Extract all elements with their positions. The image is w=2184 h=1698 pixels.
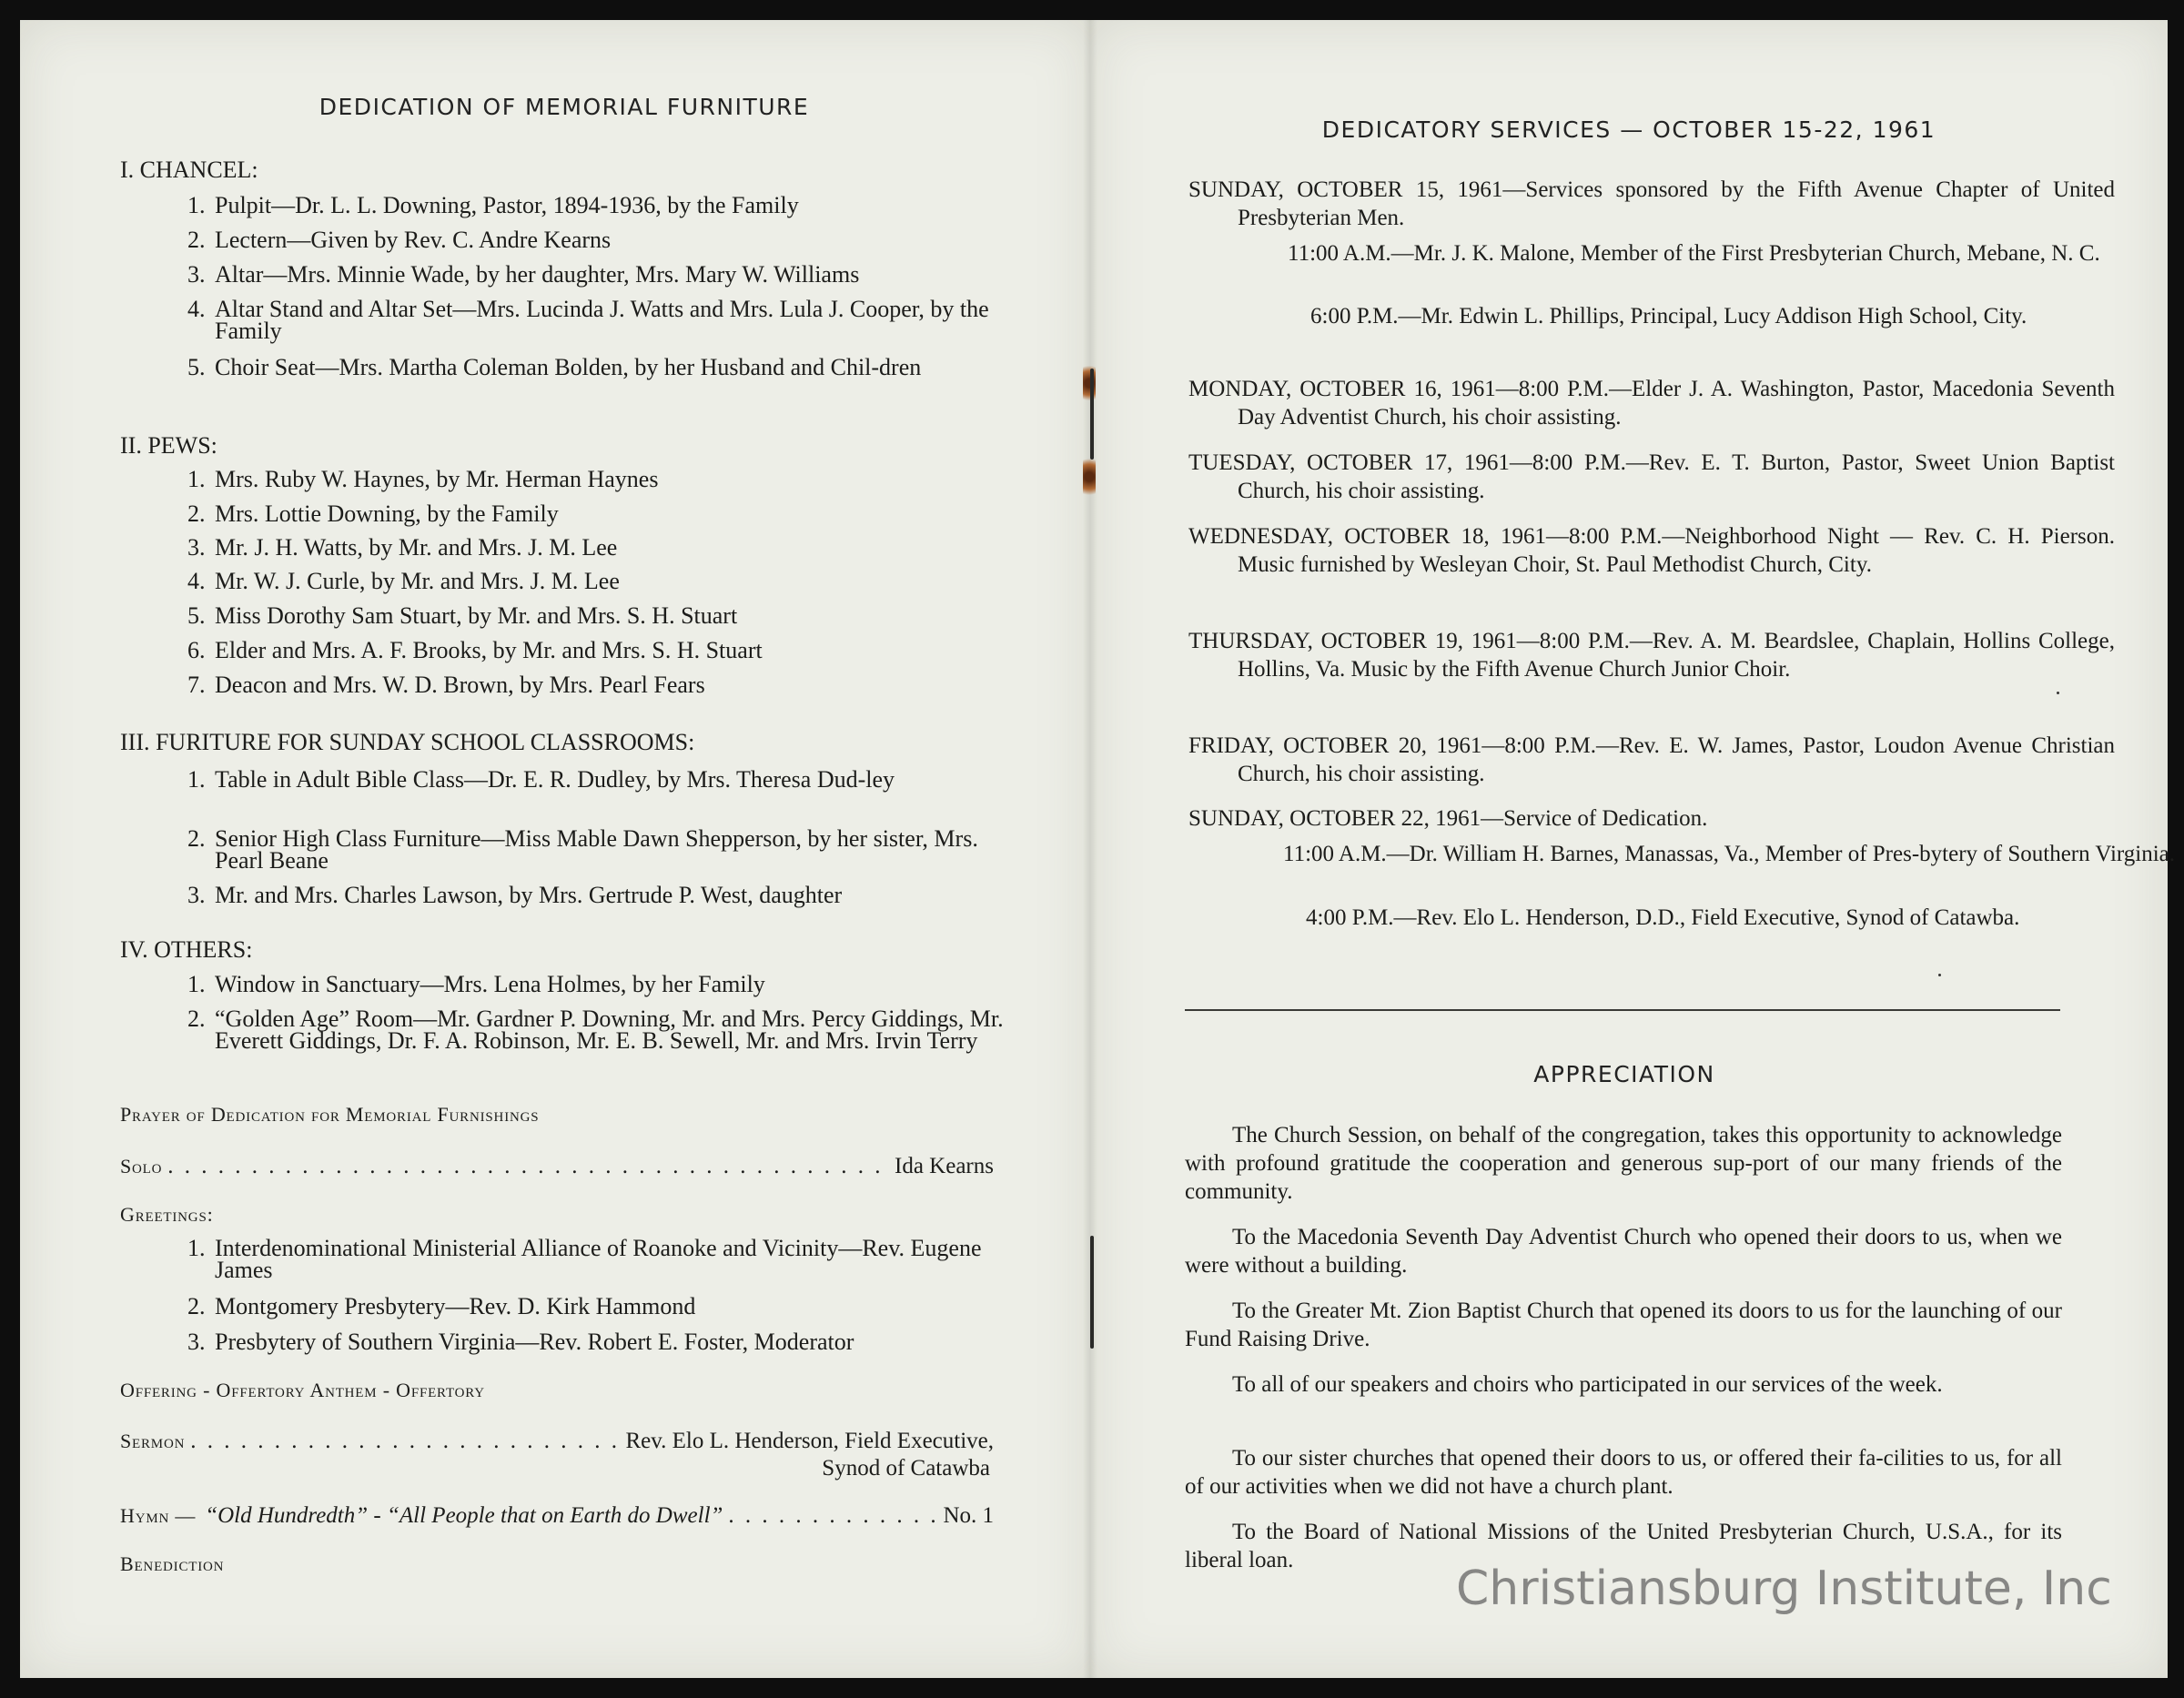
offering-line: Offering - Offertory Anthem - Offertory xyxy=(120,1379,485,1401)
service-oct-22-afternoon: 4:00 P.M.—Rev. Elo L. Henderson, D.D., Field Executive, Synod of Catawba. xyxy=(1306,905,2020,930)
service-oct-15-morning: 11:00 A.M.—Mr. J. K. Malone, Member of the First Presbyterian Church, Mebane, N. C. xyxy=(1288,241,2100,266)
list-item: 3. Mr. J. H. Watts, by Mr. and Mrs. J. M. Lee xyxy=(187,534,618,561)
greetings-header: Greetings: xyxy=(120,1203,214,1226)
list-item: 4. Altar Stand and Altar Set—Mrs. Lucinda J. Watts and Mrs. Lula J. Cooper, by the Family xyxy=(187,296,989,344)
section-divider xyxy=(1185,1009,2060,1011)
ink-speck xyxy=(1938,974,1941,976)
list-item: 2. Senior High Class Furniture—Miss Mable Dawn Shepperson, by her sister, Mrs. Pearl Beane xyxy=(187,825,978,874)
list-item: 1. Interdenominational Ministerial Alliance of Roanoke and Vicinity—Rev. Eugene James xyxy=(187,1235,982,1283)
dot-leader xyxy=(728,1503,937,1529)
list-item: 2. Montgomery Presbytery—Rev. D. Kirk Hammond xyxy=(187,1293,696,1319)
rust-stain-mid xyxy=(1083,455,1096,499)
ink-speck xyxy=(2057,692,2059,694)
solo-performer: Ida Kearns xyxy=(895,1154,994,1178)
list-item: 1. Mrs. Ruby W. Haynes, by Mr. Herman Haynes xyxy=(187,466,659,492)
hymn-label: Hymn — xyxy=(120,1504,197,1527)
service-oct-19: THURSDAY, OCTOBER 19, 1961—8:00 P.M.—Rev. A. M. Beardslee, Chaplain, Hollins College, Hollins, Va. Music by the Fifth Avenue Church Junior Choir. xyxy=(1188,629,2115,682)
list-item: 7. Deacon and Mrs. W. D. Brown, by Mrs. Pearl Fears xyxy=(187,672,705,698)
service-oct-16: MONDAY, OCTOBER 16, 1961—8:00 P.M.—Elder J. A. Washington, Pastor, Macedonia Seventh Day Adventist Church, his choir assisting. xyxy=(1188,377,2115,430)
staple-top xyxy=(1090,369,1094,460)
dot-leader xyxy=(167,1154,889,1179)
list-item: 5. Miss Dorothy Sam Stuart, by Mr. and Mrs. S. H. Stuart xyxy=(187,602,738,629)
hymn-row xyxy=(120,1503,994,1529)
appreciation-paragraph: To our sister churches that opened their doors to us, or offered their fa-cilities to us, for all of our activities when we did not have a church plant. xyxy=(1185,1446,2062,1499)
list-item: 3. Presbytery of Southern Virginia—Rev. Robert E. Foster, Moderator xyxy=(187,1329,854,1355)
list-item: 2. “Golden Age” Room—Mr. Gardner P. Downing, Mr. and Mrs. Percy Giddings, Mr. Everett Giddings, Dr. F. A. Robinson, Mr. E. B. Sewell, Mr. and Mrs. Irvin Terry xyxy=(187,1006,1004,1054)
chancel-header: I. CHANCEL: xyxy=(120,157,258,183)
service-oct-17: TUESDAY, OCTOBER 17, 1961—8:00 P.M.—Rev. E. T. Burton, Pastor, Sweet Union Baptist Church, his choir assisting. xyxy=(1188,450,2115,503)
list-item: 2. Lectern—Given by Rev. C. Andre Kearns xyxy=(187,227,612,253)
list-item: 6. Elder and Mrs. A. F. Brooks, by Mr. and Mrs. S. H. Stuart xyxy=(187,637,763,663)
list-item: 2. Mrs. Lottie Downing, by the Family xyxy=(187,500,559,527)
left-page-title: DEDICATION OF MEMORIAL FURNITURE xyxy=(318,94,810,120)
others-header: IV. OTHERS: xyxy=(120,936,253,963)
service-oct-22-morning: 11:00 A.M.—Dr. William H. Barnes, Manassas, Va., Member of Pres-bytery of Southern Virginia. xyxy=(1283,842,2176,866)
list-item: 5. Choir Seat—Mrs. Martha Coleman Bolden, by her Husband and Chil-dren xyxy=(187,354,922,380)
benediction: Benediction xyxy=(120,1552,225,1575)
service-oct-15-evening: 6:00 P.M.—Mr. Edwin L. Phillips, Principal, Lucy Addison High School, City. xyxy=(1310,304,2027,328)
center-fold xyxy=(1083,20,1097,1678)
sermon-row xyxy=(120,1429,994,1454)
solo-row xyxy=(120,1154,994,1179)
staple-bottom xyxy=(1090,1236,1094,1349)
sermon-label: Sermon xyxy=(120,1430,186,1452)
list-item: 3. Altar—Mrs. Minnie Wade, by her daughter, Mrs. Mary W. Williams xyxy=(187,261,860,288)
hymn-title: “Old Hundredth” - “All People that on Earth do Dwell” xyxy=(205,1503,723,1528)
service-oct-15: SUNDAY, OCTOBER 15, 1961—Services sponsored by the Fifth Avenue Chapter of United Presbyterian Men. xyxy=(1188,177,2115,230)
list-item: 4. Mr. W. J. Curle, by Mr. and Mrs. J. M. Lee xyxy=(187,568,620,594)
appreciation-paragraph: To the Macedonia Seventh Day Adventist Church who opened their doors to us, when we were without a building. xyxy=(1185,1225,2062,1278)
appreciation-title: APPRECIATION xyxy=(1533,1061,1715,1087)
pews-header: II. PEWS: xyxy=(120,432,217,459)
appreciation-paragraph: To all of our speakers and choirs who participated in our services of the week. xyxy=(1232,1372,1943,1397)
sermon-speaker-line-2: Synod of Catawba xyxy=(822,1456,990,1481)
list-item: 3. Mr. and Mrs. Charles Lawson, by Mrs. Gertrude P. West, daughter xyxy=(187,882,843,908)
right-page-title: DEDICATORY SERVICES — OCTOBER 15-22, 1961 xyxy=(1321,116,1936,143)
service-oct-20: FRIDAY, OCTOBER 20, 1961—8:00 P.M.—Rev. E. W. James, Pastor, Loudon Avenue Christian Church, his choir assisting. xyxy=(1188,733,2115,786)
solo-label: Solo xyxy=(120,1155,163,1177)
service-oct-22: SUNDAY, OCTOBER 22, 1961—Service of Dedication. xyxy=(1188,806,1708,831)
dot-leader xyxy=(190,1429,620,1454)
watermark: Christiansburg Institute, Inc xyxy=(1456,1562,2112,1616)
appreciation-paragraph: To the Greater Mt. Zion Baptist Church that opened its doors to us for the launching of our Fund Raising Drive. xyxy=(1185,1299,2062,1351)
list-item: 1. Window in Sanctuary—Mrs. Lena Holmes, by her Family xyxy=(187,971,765,997)
prayer-of-dedication: Prayer of Dedication for Memorial Furnishings xyxy=(120,1103,540,1126)
appreciation-paragraph: To the Board of National Missions of the United Presbyterian Church, U.S.A., for its liberal loan. xyxy=(1185,1520,2062,1572)
service-oct-18: WEDNESDAY, OCTOBER 18, 1961—8:00 P.M.—Neighborhood Night — Rev. C. H. Pierson. Music furnished by Wesleyan Choir, St. Paul Methodist Church, City. xyxy=(1188,524,2115,577)
hymn-number: No. 1 xyxy=(943,1503,994,1528)
list-item: 1. Pulpit—Dr. L. L. Downing, Pastor, 1894-1936, by the Family xyxy=(187,192,799,218)
appreciation-paragraph: The Church Session, on behalf of the congregation, takes this opportunity to acknowledge with profound gratitude the cooperation and generous sup-port of our many friends of the community. xyxy=(1185,1123,2062,1204)
list-item: 1. Table in Adult Bible Class—Dr. E. R. Dudley, by Mrs. Theresa Dud-ley xyxy=(187,766,895,793)
classrooms-header: III. FURITURE FOR SUNDAY SCHOOL CLASSROOMS: xyxy=(120,729,695,755)
sermon-speaker: Rev. Elo L. Henderson, Field Executive, xyxy=(625,1429,994,1453)
